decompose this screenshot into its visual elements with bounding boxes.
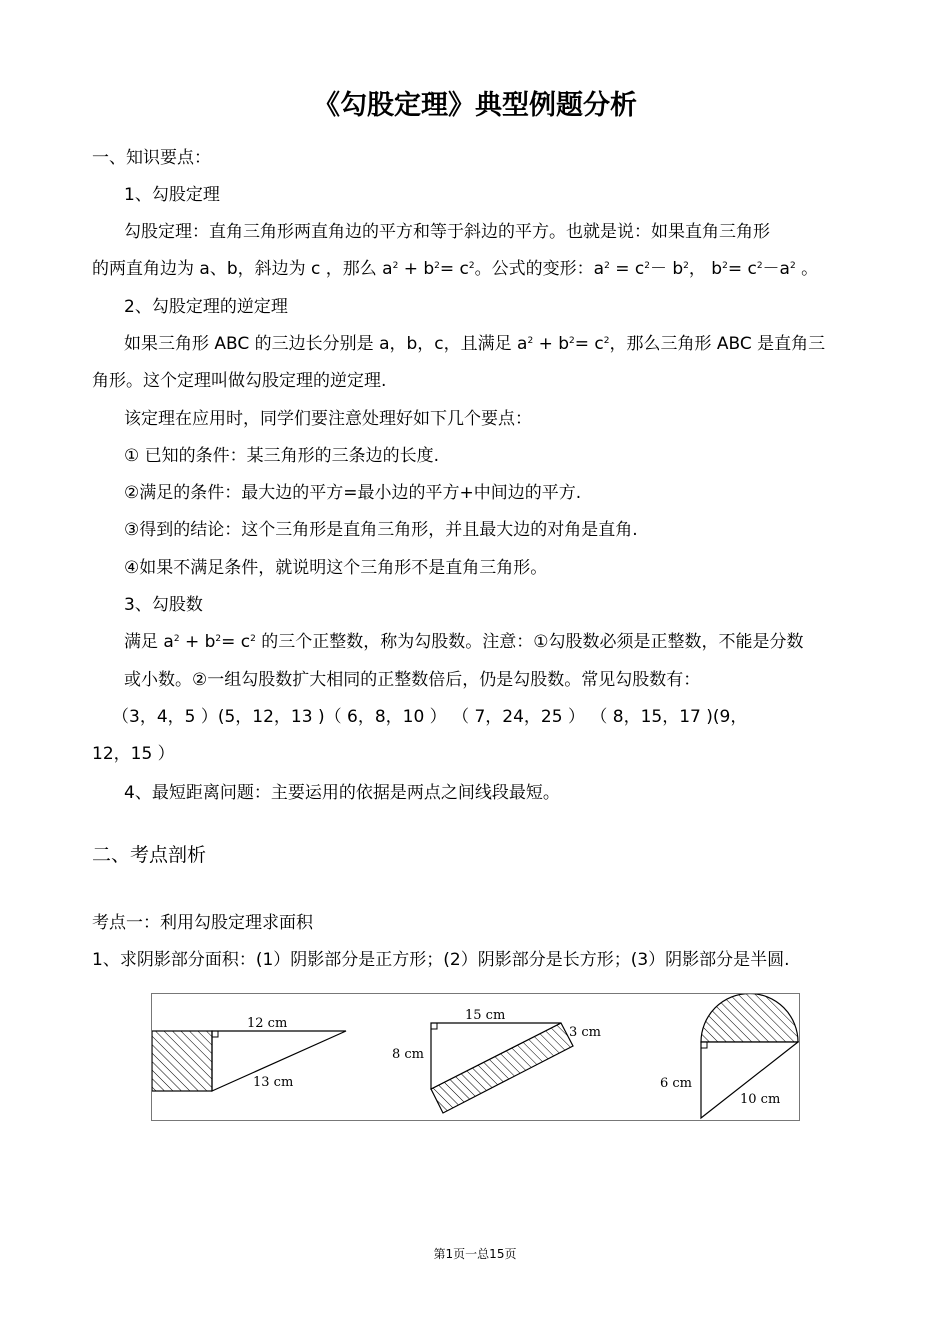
section2-heading: 二、考点剖析 [92,844,207,866]
sub2-paragraph-1: 如果三角形 ABC 的三边长分别是 a，b，c，且满足 $a^2 + b^2= c^2$，那么三角形 ABC 是直角三 [124,334,826,354]
sub2-heading: 2、勾股定理的逆定理 [124,297,288,317]
label-12cm: 12 cm [247,1016,288,1031]
point-item-1: ① 已知的条件：某三角形的三条边的长度. [124,446,440,466]
sub3-heading: 3、勾股数 [124,595,203,615]
page-title: 《勾股定理》典型例题分析 [313,90,637,121]
point-item-4: ④如果不满足条件，就说明这个三角形不是直角三角形。 [124,558,548,578]
sub3-paragraph-2: 或小数。②一组勾股数扩大相同的正整数倍后，仍是勾股数。常见勾股数有： [124,670,701,690]
point-item-2: ②满足的条件：最大边的平方=最小边的平方+中间边的平方. [124,483,582,503]
exam-point-1: 考点一：利用勾股定理求面积 [92,913,313,933]
label-15cm: 15 cm [465,1008,506,1023]
pythagorean-triples-line-2: 12，15 ） [92,744,175,764]
sub1-heading: 1、勾股定理 [124,185,220,205]
figure-svg [152,994,800,1121]
page-footer: 第1页一总15页 [433,1247,517,1261]
label-13cm: 13 cm [253,1075,294,1090]
shaded-square [152,1031,212,1091]
right-angle-mark [212,1031,218,1037]
figure-3 [660,994,798,1118]
label-3cm: 3 cm [569,1025,602,1040]
sub2-paragraph-3: 该定理在应用时，同学们要注意处理好如下几个要点： [124,409,532,429]
pythagorean-triples-line-1: （3，4，5 ）(5，12，13 )（ 6，8，10 ） （ 7，24，25 ） （ 8，15，17 )(9， [112,707,748,727]
label-10cm: 10 cm [740,1092,781,1107]
section1-heading: 一、知识要点： [92,148,211,168]
sub2-paragraph-2: 角形。这个定理叫做勾股定理的逆定理. [92,371,387,391]
label-8cm: 8 cm [392,1047,425,1062]
point-item-3: ③得到的结论：这个三角形是直角三角形，并且最大边的对角是直角. [124,520,638,540]
sub3-paragraph-1: 满足 $a^2 + b^2= c^2$ 的三个正整数，称为勾股数。注意：①勾股数必须是正整数，不能是分数 [124,632,804,652]
figure-2 [392,1008,601,1113]
question-1: 1、求阴影部分面积：(1）阴影部分是正方形；(2）阴影部分是长方形；(3）阴影部分是半圆. [92,950,790,970]
sub1-paragraph-2: 的两直角边为 a、b，斜边为 c ，那么 $a^2 + b^2= c^2$。公式的变形：$a^2 = c^2- b^2$， $b^2= c^2-a^2$ 。 [92,259,819,279]
sub1-paragraph-1: 勾股定理：直角三角形两直角边的平方和等于斜边的平方。也就是说：如果直角三角形 [124,222,770,242]
label-6cm: 6 cm [660,1076,693,1091]
shaded-semicircle [701,994,798,1042]
sub4-text: 4、最短距离问题：主要运用的依据是两点之间线段最短。 [124,783,560,803]
shaded-area-figure [151,993,800,1121]
figure-1 [152,1016,346,1091]
